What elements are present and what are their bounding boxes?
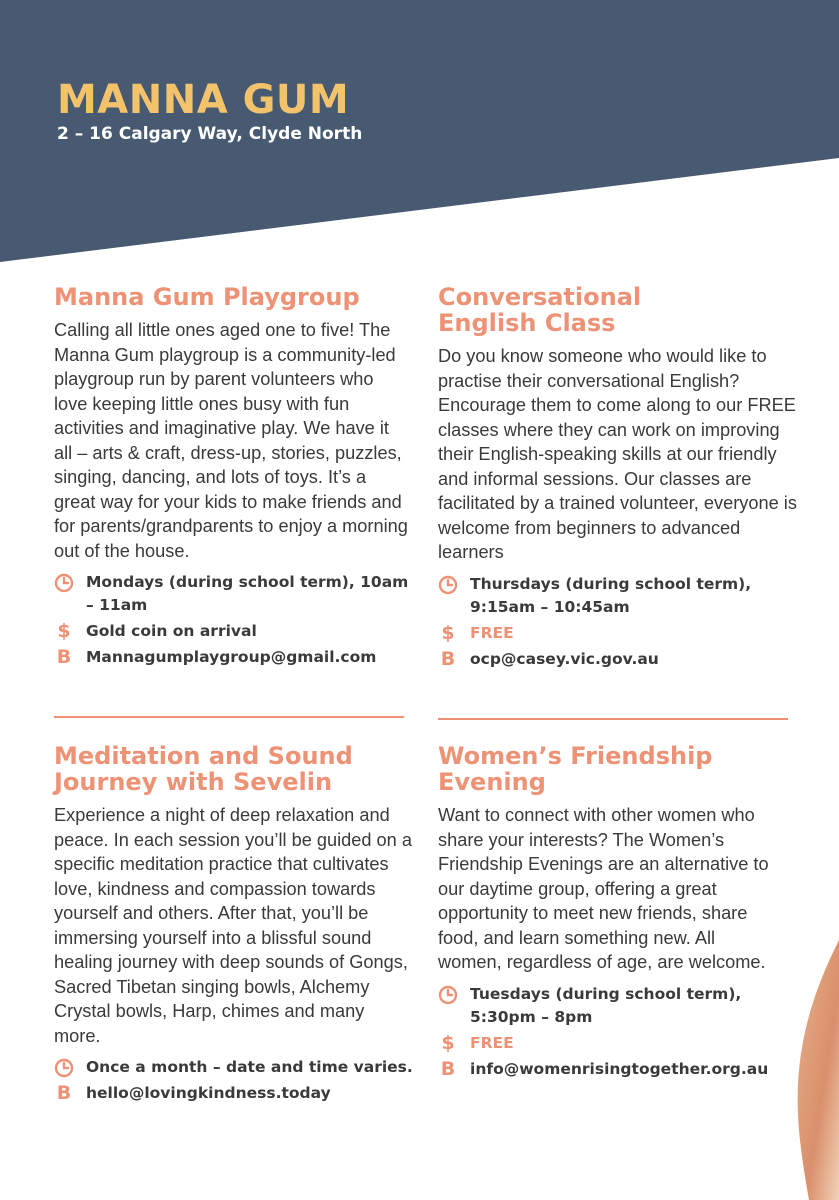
section-meditation (54, 743, 414, 1108)
section-description: Do you know someone who would like to practise their conversational English? Encourage them to come along to our FREE classes where they can work on improving their English-speaking skills at our friendly and informal sessions. Our classes are facilitated by a trained volunteer, everyone is welcome from beginners to advanced learners (438, 346, 797, 562)
details-list (438, 983, 783, 1081)
details-list (438, 573, 798, 671)
contact-b-icon: B (56, 1082, 72, 1104)
section-womens-friendship (438, 743, 783, 1084)
detail-contact: B info@womenrisingtogether.org.au (438, 1058, 783, 1081)
divider-right (438, 718, 788, 720)
details-list (54, 1056, 414, 1105)
section-title: Women’s Friendship Evening (438, 742, 713, 796)
contact-b-icon: B (440, 1057, 456, 1080)
dollar-icon: $ (441, 1031, 455, 1054)
detail-time: Tuesdays (during school term), 5:30pm – 8pm (438, 983, 783, 1029)
section-title: Manna Gum Playgroup (54, 283, 360, 311)
detail-time: Mondays (during school term), 10am – 11am (54, 571, 409, 617)
detail-time: Thursdays (during school term), 9:15am – 10:45am (438, 573, 798, 619)
contact-b-icon: B (56, 646, 72, 668)
venue-address: 2 – 16 Calgary Way, Clyde North (57, 124, 363, 144)
detail-cost: $ Gold coin on arrival (54, 620, 409, 643)
section-title: Conversational English Class (438, 283, 642, 337)
section-description: Experience a night of deep relaxation and peace. In each session you’ll be guided on a specific meditation practice that cultivates love, kindness and compassion towards yourself and others. After that, you’ll be immersing yourself into a blissful sound healing journey with deep sounds of Gongs, Sacred Tibetan singing bowls, Alchemy Crystal bowls, Harp, chimes and many more. (54, 805, 412, 1046)
clock-icon (54, 1058, 74, 1078)
section-description: Want to connect with other women who share your interests? The Women’s Friendship Evenings are an alternative to our daytime group, offering a great opportunity to meet new friends, share food, and learn something new. All women, regardless of age, are welcome. (438, 805, 769, 972)
section-playgroup (54, 284, 409, 672)
dollar-icon: $ (57, 620, 71, 642)
clock-icon (438, 575, 458, 595)
decorative-photo-edge (779, 940, 839, 1200)
dollar-icon: $ (441, 621, 455, 644)
venue-title: MANNA GUM (57, 77, 350, 123)
detail-cost: $ FREE (438, 622, 798, 645)
detail-cost: $ FREE (438, 1032, 783, 1055)
detail-contact: B hello@lovingkindness.today (54, 1082, 414, 1105)
detail-contact: B ocp@casey.vic.gov.au (438, 648, 798, 671)
detail-contact: B Mannagumplaygroup@gmail.com (54, 646, 409, 669)
detail-time: Once a month – date and time varies. (54, 1056, 414, 1079)
section-title: Meditation and Sound Journey with Sevelin (54, 742, 353, 796)
clock-icon (54, 573, 74, 593)
section-description: Calling all little ones aged one to five! The Manna Gum playgroup is a community-led playgroup run by parent volunteers who love keeping little ones busy with fun activities and imaginative play. We have it all – arts & craft, dress-up, stories, puzzles, singing, dancing, and lots of toys. It’s a great way for your kids to make friends and for parents/grandparents to enjoy a morning out of the house. (54, 320, 408, 561)
clock-icon (438, 985, 458, 1005)
details-list (54, 571, 409, 669)
divider-left (54, 716, 404, 718)
section-english-class (438, 284, 798, 674)
contact-b-icon: B (440, 647, 456, 670)
